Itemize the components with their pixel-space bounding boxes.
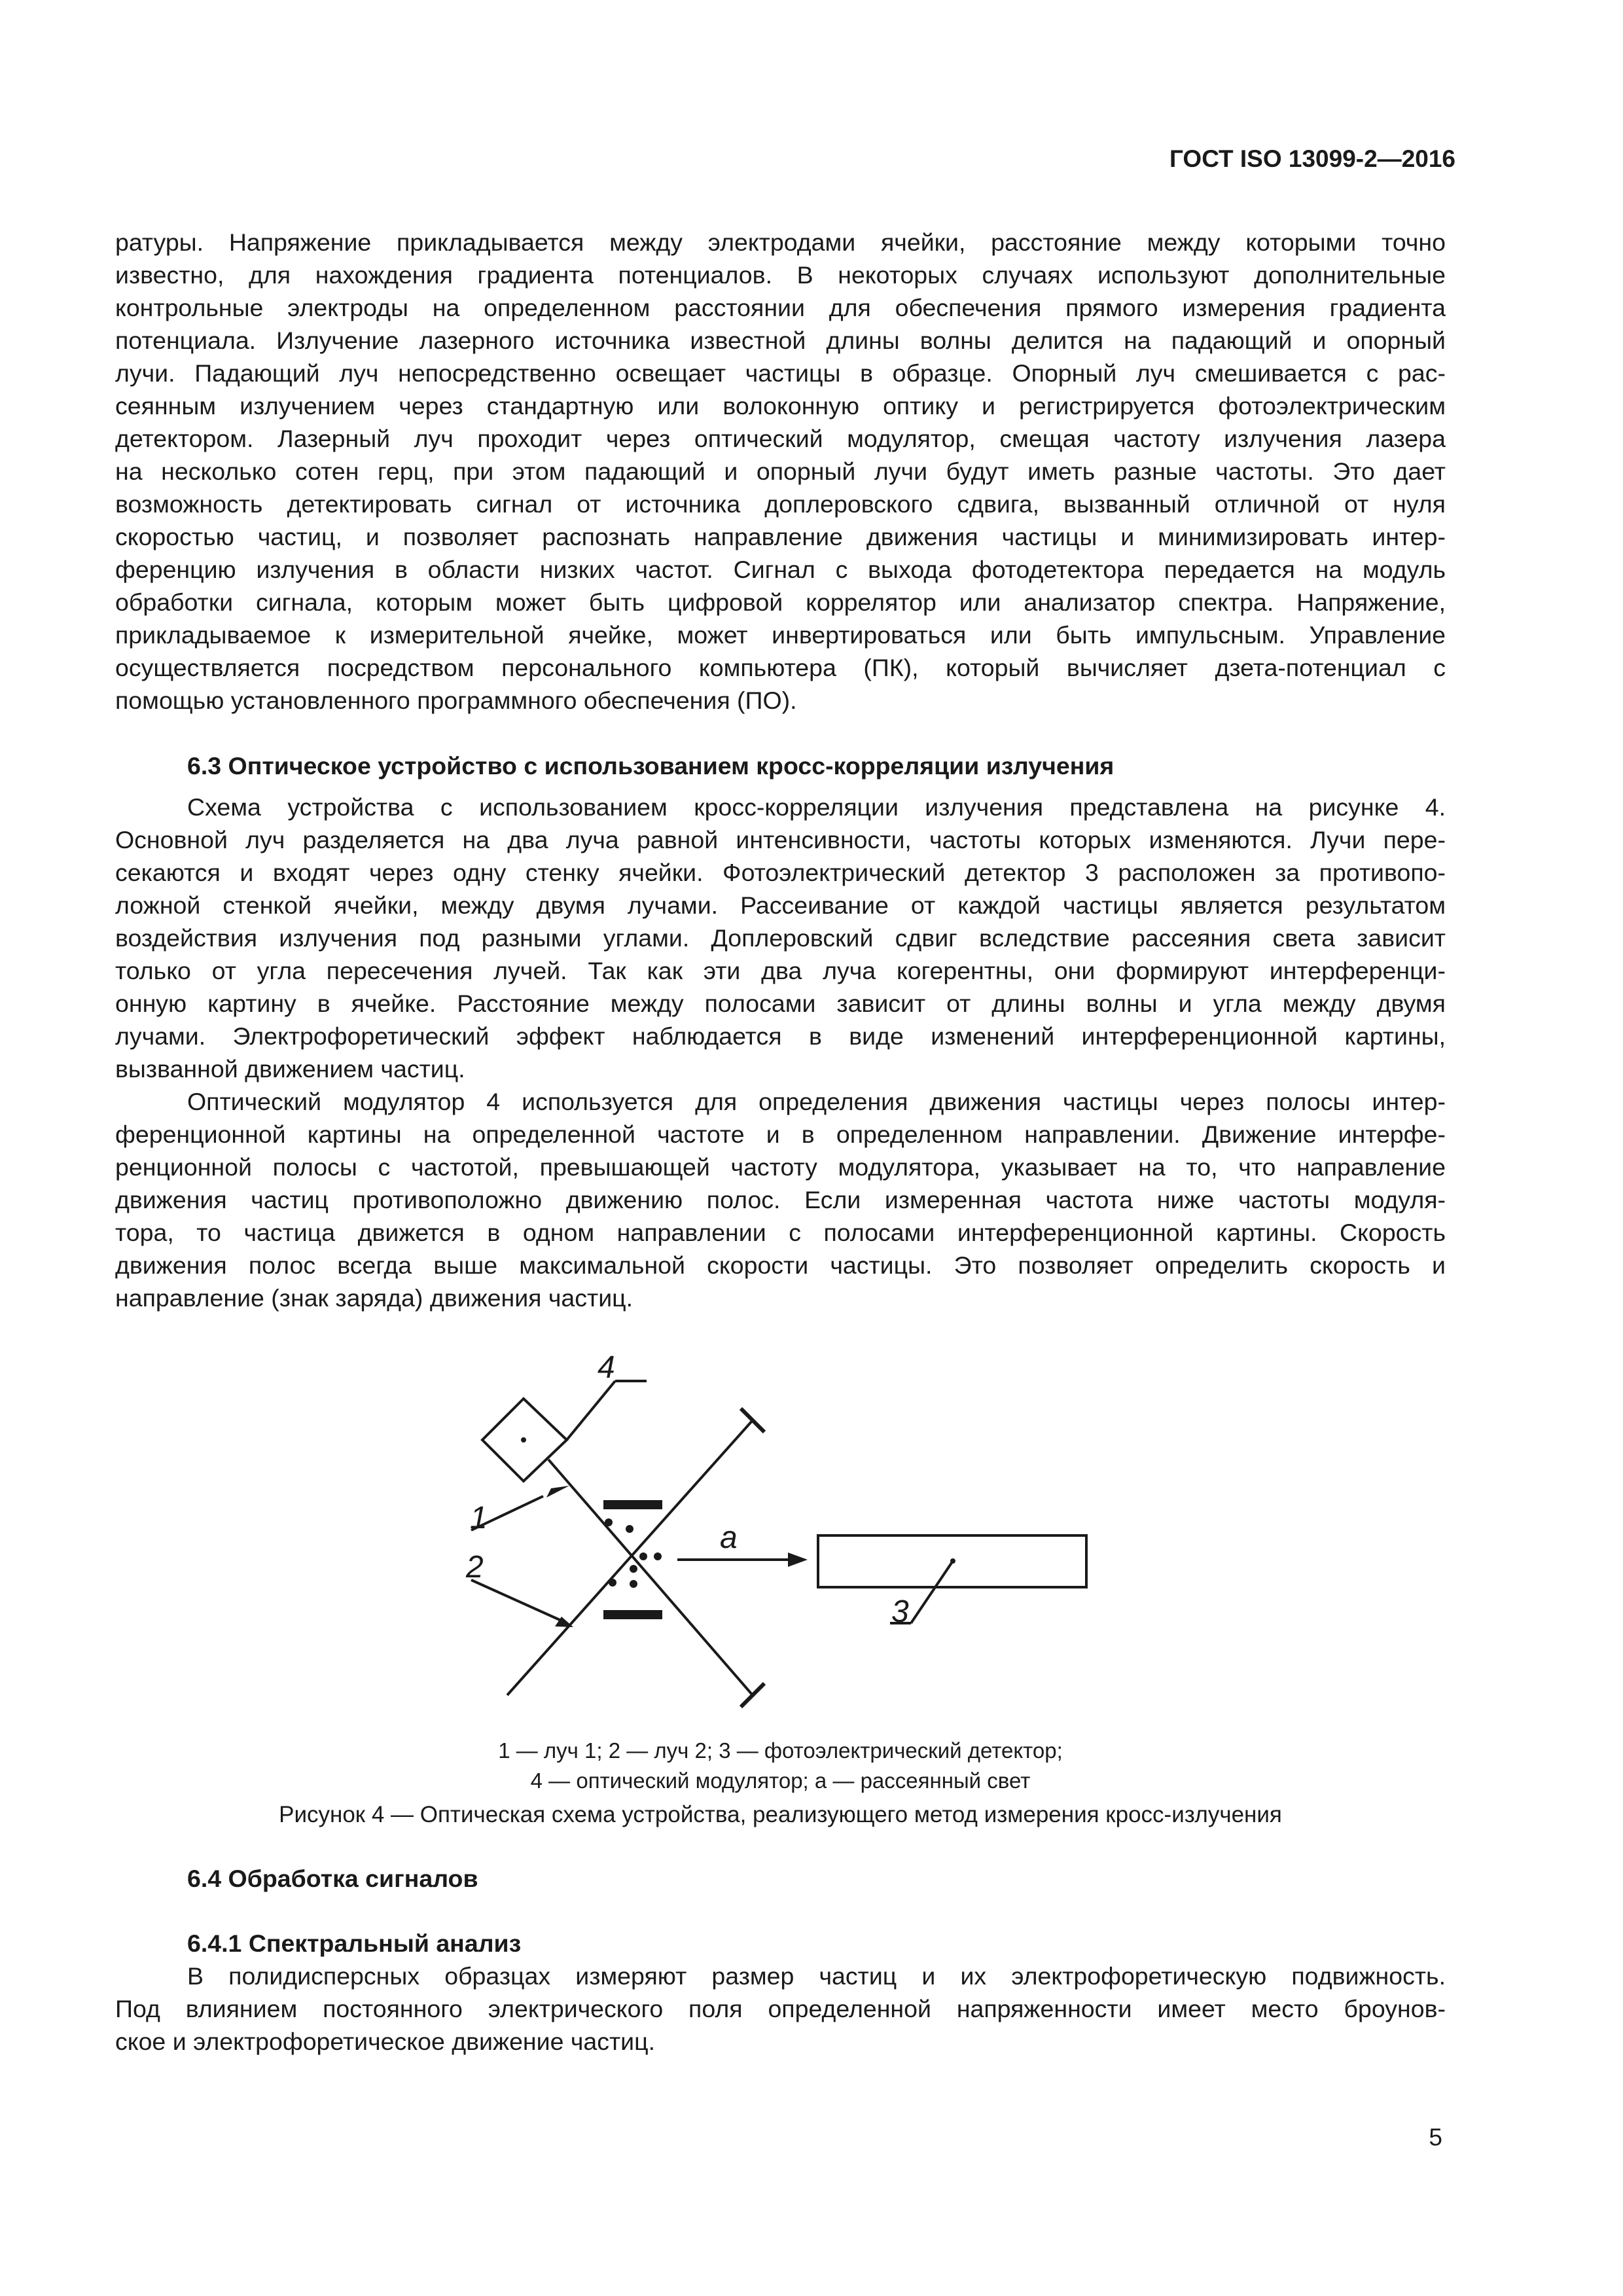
- text-line: скоростью частиц, и позволяет распознать направление движения частицы и минимизировать интер-: [115, 523, 1446, 550]
- label-4-leader: [567, 1381, 615, 1440]
- label-3: 3: [891, 1594, 909, 1629]
- text-line: Оптический модулятор 4 используется для определения движения частицы через полосы интер-: [187, 1088, 1446, 1115]
- text-line: ференционной картины на определенной частоте и в определенном направлении. Движение интерфе-: [115, 1121, 1446, 1148]
- text-line: ратуры. Напряжение прикладывается между электродами ячейки, расстояние между которыми точно: [115, 228, 1446, 256]
- section-heading: 6.3 Оптическое устройство с использованием кросс-корреляции излучения: [187, 752, 1115, 780]
- text-line: на несколько сотен герц, при этом падающий и опорный лучи будут иметь разные частоты. Это дает: [115, 457, 1446, 485]
- particle: [630, 1580, 637, 1588]
- figure-caption: Рисунок 4 — Оптическая схема устройства, реализующего метод измерения кросс-излучения: [279, 1802, 1282, 1827]
- figure-legend-line-2: 4 — оптический модулятор; а — рассеянный свет: [530, 1768, 1031, 1793]
- text-line: движения частиц противоположно движению полос. Если измеренная частота ниже частоты модуля-: [115, 1186, 1446, 1213]
- text-line: онную картину в ячейке. Расстояние между полосами зависит от длины волны и угла между двумя: [115, 990, 1446, 1017]
- modulator-center-dot: [521, 1437, 526, 1443]
- scattered-light-arrowhead: [788, 1552, 808, 1567]
- particle: [639, 1552, 647, 1560]
- particle: [609, 1579, 616, 1587]
- label-1-arrowhead: [546, 1486, 569, 1498]
- text-line: осуществляется посредством персонального компьютера (ПК), который вычисляет дзета-потенциал с: [115, 654, 1446, 681]
- text-line: потенциала. Излучение лазерного источника известной длины волны делится на падающий и опорный: [115, 327, 1446, 354]
- text-line: В полидисперсных образцах измеряют размер частиц и их электрофоретическую подвижность.: [187, 1962, 1446, 1990]
- text-line: сеянным излучением через стандартную или волоконную оптику и регистрируется фотоэлектрическим: [115, 392, 1446, 420]
- text-line: вызванной движением частиц.: [115, 1055, 465, 1083]
- text-line: Основной луч разделяется на два луча равной интенсивности, частоты которых изменяются. Лучи пере-: [115, 826, 1446, 853]
- optical-scheme-figure: [419, 1348, 1126, 1728]
- text-line: Схема устройства с использованием кросс-корреляции излучения представлена на рисунке 4.: [187, 793, 1446, 821]
- detector-center-dot: [950, 1558, 955, 1564]
- text-line: направление (знак заряда) движения частиц.: [115, 1284, 633, 1312]
- text-line: известно, для нахождения градиента потенциалов. В некоторых случаях используют дополнительные: [115, 261, 1446, 289]
- text-line: контрольные электроды на определенном расстоянии для обеспечения прямого измерения градиента: [115, 294, 1446, 321]
- text-line: ренционной полосы с частотой, превышающей частоту модулятора, указывает на то, что направление: [115, 1153, 1446, 1181]
- intro-paragraph: [115, 226, 1446, 717]
- text-line: возможность детектировать сигнал от источника доплеровского сдвига, вызванный отличной от нуля: [115, 490, 1446, 518]
- section-6-3-paragraph-1: [115, 791, 1446, 1314]
- beam-1: [548, 1460, 753, 1695]
- text-line: Под влиянием постоянного электрического поля определенной напряженности имеет место броунов-: [115, 1995, 1446, 2022]
- text-line: ложной стенкой ячейки, между двумя лучами. Рассеивание от каждой частицы является результатом: [115, 891, 1446, 919]
- cell-wall-top: [603, 1500, 662, 1509]
- label-2: 2: [466, 1550, 484, 1585]
- label-a: а: [720, 1520, 738, 1555]
- text-line: движения полос всегда выше максимальной скорости частицы. Это позволяет определить скорость и: [115, 1251, 1446, 1279]
- particle: [630, 1565, 637, 1573]
- text-line: прикладываемое к измерительной ячейке, может инвертироваться или быть импульсным. Управление: [115, 621, 1446, 649]
- cell-wall-bottom: [603, 1610, 662, 1619]
- text-line: обработки сигнала, которым может быть цифровой коррелятор или анализатор спектра. Напряжение,: [115, 588, 1446, 616]
- text-line: воздействия излучения под разными углами. Доплеровский сдвиг вследствие рассеяния света зависит: [115, 924, 1446, 952]
- section-6-3: [115, 749, 1446, 782]
- section-6-4-1: [115, 1927, 1446, 2058]
- text-line: ференцию излучения в области низких частот. Сигнал с выхода фотодетектора передается на модуль: [115, 556, 1446, 583]
- text-line: ское и электрофоретическое движение частиц.: [115, 2028, 656, 2055]
- text-line: детектором. Лазерный луч проходит через оптический модулятор, смещая частоту излучения лазера: [115, 425, 1446, 452]
- label-4: 4: [597, 1350, 615, 1385]
- label-2-leader: [471, 1580, 564, 1622]
- text-line: лучами. Электрофоретический эффект наблюдается в виде изменений интерференционной картины,: [115, 1022, 1446, 1050]
- text-line: только от угла пересечения лучей. Так как эти два луча когерентны, они формируют интерференци-: [115, 957, 1446, 984]
- figure-legend-line-1: 1 — луч 1; 2 — луч 2; 3 — фотоэлектрический детектор;: [498, 1738, 1063, 1763]
- text-line: тора, то частица движется в одном направлении с полосами интерференционной картины. Скорость: [115, 1219, 1446, 1246]
- label-1: 1: [470, 1501, 488, 1535]
- particle: [605, 1518, 613, 1526]
- subsection-heading: 6.4.1 Спектральный анализ: [187, 1929, 522, 1957]
- section-6-4: [115, 1862, 1446, 1895]
- particle: [626, 1525, 633, 1533]
- label-3-leader: [911, 1561, 953, 1623]
- text-line: помощью установленного программного обеспечения (ПО).: [115, 687, 797, 714]
- page-number: 5: [1429, 2124, 1442, 2151]
- text-line: лучи. Падающий луч непосредственно освещает частицы в образце. Опорный луч смешивается с рас-: [115, 359, 1446, 387]
- particle: [654, 1552, 662, 1560]
- document-header: ГОСТ ISO 13099-2—2016: [1169, 145, 1455, 172]
- section-heading: 6.4 Обработка сигналов: [187, 1865, 478, 1892]
- text-line: секаются и входят через одну стенку ячейки. Фотоэлектрический детектор 3 расположен за противопо-: [115, 859, 1446, 886]
